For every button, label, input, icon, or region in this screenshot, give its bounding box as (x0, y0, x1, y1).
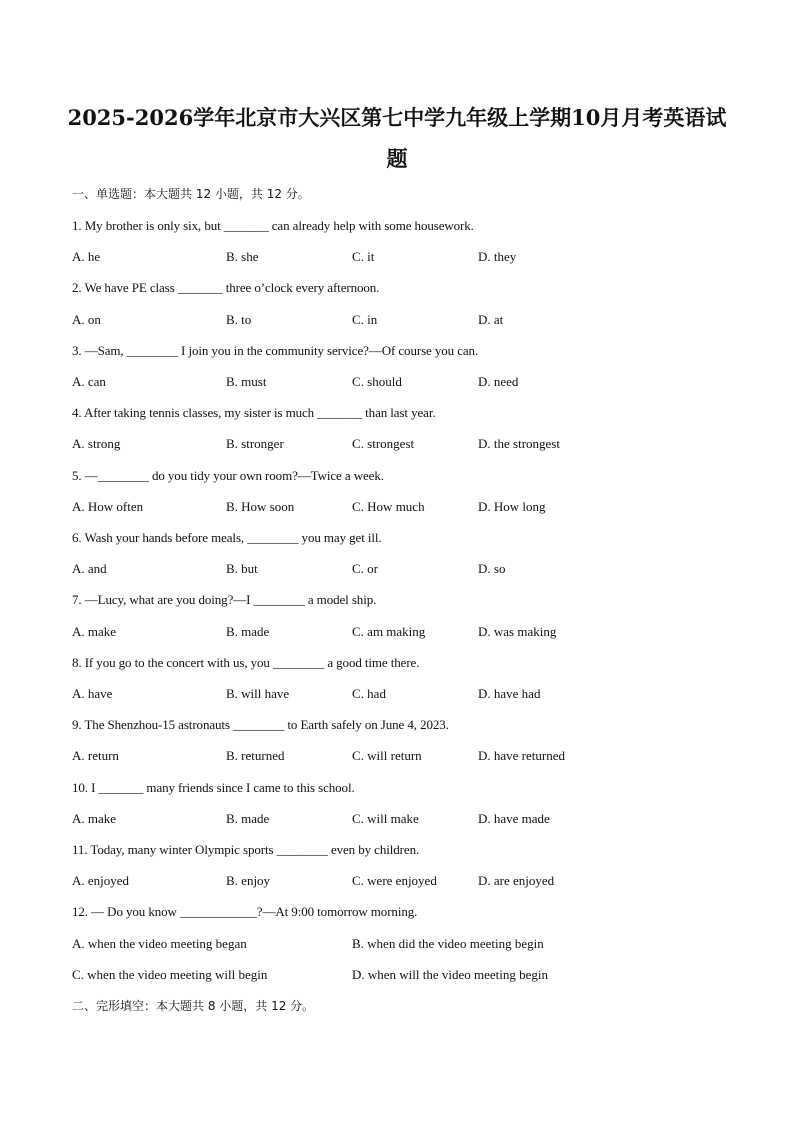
option-c: C. strongest (352, 436, 415, 451)
option-d: D. need (478, 374, 519, 389)
option-b: B. must (226, 374, 267, 389)
option-a: A. and (72, 561, 107, 576)
option-b: B. How soon (226, 499, 295, 514)
option-d: D. they (478, 249, 517, 264)
option-d: D. when will the video meeting begin (352, 967, 549, 982)
exam-title-continued: 题 (386, 146, 408, 171)
option-d: D. have made (478, 811, 550, 826)
exam-title: 2025-2026学年北京市大兴区第七中学九年级上学期10月月考英语试 (67, 105, 727, 130)
option-a: A. make (72, 811, 117, 826)
option-b: B. returned (226, 748, 285, 763)
option-d: D. have returned (478, 748, 565, 763)
options-row (72, 966, 752, 984)
option-b: B. made (226, 811, 270, 826)
option-d: D. at (478, 312, 504, 327)
option-a: A. he (72, 249, 101, 264)
section-heading-single-choice: 一、单选题：本大题共 12 小题，共 12 分。 (72, 187, 310, 201)
option-a: A. on (72, 312, 101, 327)
options-row (72, 498, 752, 516)
question-stem: 4. After taking tennis classes, my sister is much _______ than last year. (72, 405, 436, 420)
option-d: D. so (478, 561, 506, 576)
options-row (72, 685, 752, 703)
option-b: B. will have (226, 686, 290, 701)
option-d: D. are enjoyed (478, 873, 555, 888)
option-c: C. How much (352, 499, 425, 514)
options-row (72, 560, 752, 578)
option-c: C. will make (352, 811, 419, 826)
option-c: C. will return (352, 748, 422, 763)
option-a: A. strong (72, 436, 121, 451)
option-b: B. enjoy (226, 873, 271, 888)
option-b: B. stronger (226, 436, 284, 451)
question-stem: 2. We have PE class _______ three o’clock every afternoon. (72, 280, 380, 295)
option-c: C. were enjoyed (352, 873, 437, 888)
question-stem: 5. —________ do you tidy your own room?—Twice a week. (72, 468, 384, 483)
option-c: C. had (352, 686, 386, 701)
question-stem: 12. — Do you know ____________?—At 9:00 tomorrow morning. (72, 904, 418, 919)
question-stem: 3. —Sam, ________ I join you in the community service?—Of course you can. (72, 343, 479, 358)
options-row (72, 872, 752, 890)
question-stem: 8. If you go to the concert with us, you ________ a good time there. (72, 655, 420, 670)
options-row (72, 311, 752, 329)
option-d: D. How long (478, 499, 546, 514)
options-row (72, 373, 752, 391)
options-row (72, 747, 752, 765)
option-a: A. enjoyed (72, 873, 130, 888)
option-c: C. or (352, 561, 378, 576)
option-c: C. when the video meeting will begin (72, 967, 268, 982)
option-b: B. she (226, 249, 259, 264)
option-d: D. have had (478, 686, 541, 701)
question-stem: 7. —Lucy, what are you doing?—I ________ a model ship. (72, 592, 377, 607)
option-a: A. How often (72, 499, 144, 514)
option-b: B. but (226, 561, 258, 576)
option-a: A. make (72, 624, 117, 639)
options-row (72, 935, 752, 953)
option-b: B. when did the video meeting begin (352, 936, 544, 951)
option-c: C. am making (352, 624, 426, 639)
option-d: D. the strongest (478, 436, 560, 451)
option-c: C. in (352, 312, 378, 327)
section-heading-cloze: 二、完形填空：本大题共 8 小题，共 12 分。 (72, 999, 315, 1013)
option-d: D. was making (478, 624, 557, 639)
option-a: A. return (72, 748, 119, 763)
option-a: A. can (72, 374, 106, 389)
question-stem: 1. My brother is only six, but _______ can already help with some housework. (72, 218, 474, 233)
options-row (72, 810, 752, 828)
options-row (72, 435, 752, 453)
option-a: A. have (72, 686, 113, 701)
option-c: C. should (352, 374, 402, 389)
question-stem: 10. I _______ many friends since I came to this school. (72, 780, 355, 795)
question-stem: 9. The Shenzhou-15 astronauts ________ to Earth safely on June 4, 2023. (72, 717, 449, 732)
question-stem: 6. Wash your hands before meals, ________ you may get ill. (72, 530, 382, 545)
options-row (72, 248, 752, 266)
option-c: C. it (352, 249, 375, 264)
question-stem: 11. Today, many winter Olympic sports ________ even by children. (72, 842, 420, 857)
option-a: A. when the video meeting began (72, 936, 247, 951)
option-b: B. made (226, 624, 270, 639)
options-row (72, 623, 752, 641)
option-b: B. to (226, 312, 252, 327)
